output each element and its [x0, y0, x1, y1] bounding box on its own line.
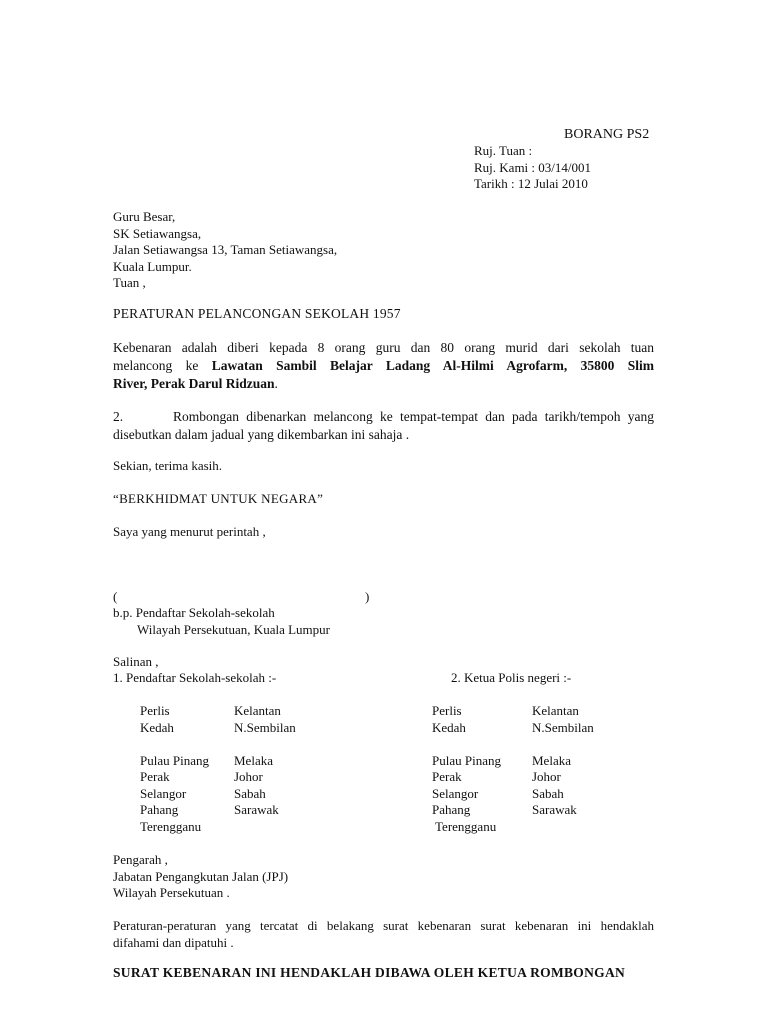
reference-tuan: Ruj. Tuan :: [474, 143, 533, 158]
state-name: Perak: [432, 769, 462, 784]
state-name: Selangor: [432, 785, 479, 801]
state-name: [532, 819, 632, 836]
closing-line: Sekian, terima kasih.: [113, 458, 223, 473]
signature-title: b.p. Pendaftar Sekolah-sekolah: [113, 605, 275, 620]
state-name: Perak: [140, 769, 170, 784]
destination-location: River, Perak Darul Ridzuan: [113, 376, 275, 391]
state-name: Johor: [234, 769, 263, 784]
state-name: Perlis: [140, 703, 170, 718]
state-name: Terengganu: [140, 818, 202, 834]
final-notice: SURAT KEBENARAN INI HENDAKLAH DIBAWA OLEH KETUA ROMBONGAN: [113, 965, 626, 980]
recipient-line: SK Setiawangsa,: [113, 225, 202, 241]
jpj-line: Wilayah Persekutuan .: [113, 885, 230, 900]
paragraph-itinerary: [113, 408, 654, 444]
state-name: Sarawak: [234, 802, 279, 817]
jpj-line: Jabatan Pengangkutan Jalan (JPJ): [113, 868, 289, 884]
state-name: [432, 736, 532, 753]
paragraph-line: Peraturan-peraturan yang tercatat di belakang surat kebenaran surat kebenaran ini hendaklah: [113, 918, 654, 933]
signature-open-paren: (: [113, 589, 118, 604]
recipient-address: [113, 209, 337, 292]
state-name: Melaka: [532, 752, 571, 768]
state-name: Pahang: [432, 802, 471, 817]
state-name: Sabah: [532, 785, 564, 801]
state-name: Terengganu: [432, 818, 497, 834]
state-name: Kelantan: [234, 703, 281, 718]
state-name: [234, 736, 334, 753]
state-name: [234, 819, 334, 836]
copy-group-1-title: 1. Pendaftar Sekolah-sekolah :-: [113, 670, 277, 685]
state-name: [140, 736, 234, 753]
state-name: Johor: [532, 769, 561, 784]
copy-group-1-states: [140, 703, 334, 835]
signature-close-paren: ): [365, 589, 370, 604]
paragraph-number: 2.: [113, 409, 124, 424]
paragraph-line: [113, 408, 654, 426]
state-name: Melaka: [234, 752, 273, 768]
state-name: Pahang: [140, 802, 179, 817]
state-name: Sabah: [234, 785, 266, 801]
copies-label: Salinan ,: [113, 654, 159, 669]
reference-kami: Ruj. Kami : 03/14/001: [474, 160, 591, 175]
form-code: BORANG PS2: [564, 127, 650, 142]
recipient-line: Kuala Lumpur.: [113, 258, 192, 274]
state-name: Pulau Pinang: [432, 752, 501, 768]
paragraph-text: melancong ke: [113, 358, 212, 373]
jpj-address: [113, 852, 288, 902]
state-name: Selangor: [140, 785, 187, 801]
paragraph-line: difahami dan dipatuhi .: [113, 935, 234, 950]
paragraph-line: disebutkan dalam jadual yang dikembarkan ini sahaja .: [113, 427, 410, 442]
jpj-line: Pengarah ,: [113, 852, 168, 867]
signoff-line: Saya yang menurut perintah ,: [113, 524, 266, 539]
copy-group-2-states: [432, 703, 632, 835]
subject-heading: PERATURAN PELANCONGAN SEKOLAH 1957: [113, 306, 401, 321]
state-name: Pulau Pinang: [140, 752, 209, 768]
paragraph-line: [113, 375, 654, 393]
state-name: Sarawak: [532, 802, 577, 817]
paragraph-text: .: [274, 376, 278, 391]
recipient-line: Jalan Setiawangsa 13, Taman Setiawangsa,: [113, 242, 338, 257]
state-name: N.Sembilan: [234, 719, 296, 735]
state-name: Kelantan: [532, 703, 579, 718]
state-name: Kedah: [432, 719, 466, 735]
recipient-line: Guru Besar,: [113, 209, 176, 224]
copy-group-2-title: 2. Ketua Polis negeri :-: [451, 670, 572, 685]
state-name: [532, 736, 632, 753]
letter-date: Tarikh : 12 Julai 2010: [474, 176, 588, 191]
state-name: Kedah: [140, 719, 174, 735]
state-name: N.Sembilan: [532, 719, 594, 735]
recipient-line: Tuan ,: [113, 275, 146, 290]
state-name: Perlis: [432, 703, 462, 718]
paragraph-permission: [113, 339, 654, 393]
paragraph-line: [113, 357, 654, 375]
paragraph-text: Rombongan dibenarkan melancong ke tempat-tempat dan pada tarikh/tempoh yang: [173, 409, 654, 424]
paragraph-line: Kebenaran adalah diberi kepada 8 orang guru dan 80 orang murid dari sekolah tuan: [113, 340, 654, 355]
signature-office: Wilayah Persekutuan, Kuala Lumpur: [137, 622, 330, 637]
regulations-paragraph: [113, 917, 654, 951]
destination-name: Lawatan Sambil Belajar Ladang Al-Hilmi Agrofarm, 35800 Slim: [211, 358, 654, 373]
motto: “BERKHIDMAT UNTUK NEGARA”: [113, 491, 324, 506]
